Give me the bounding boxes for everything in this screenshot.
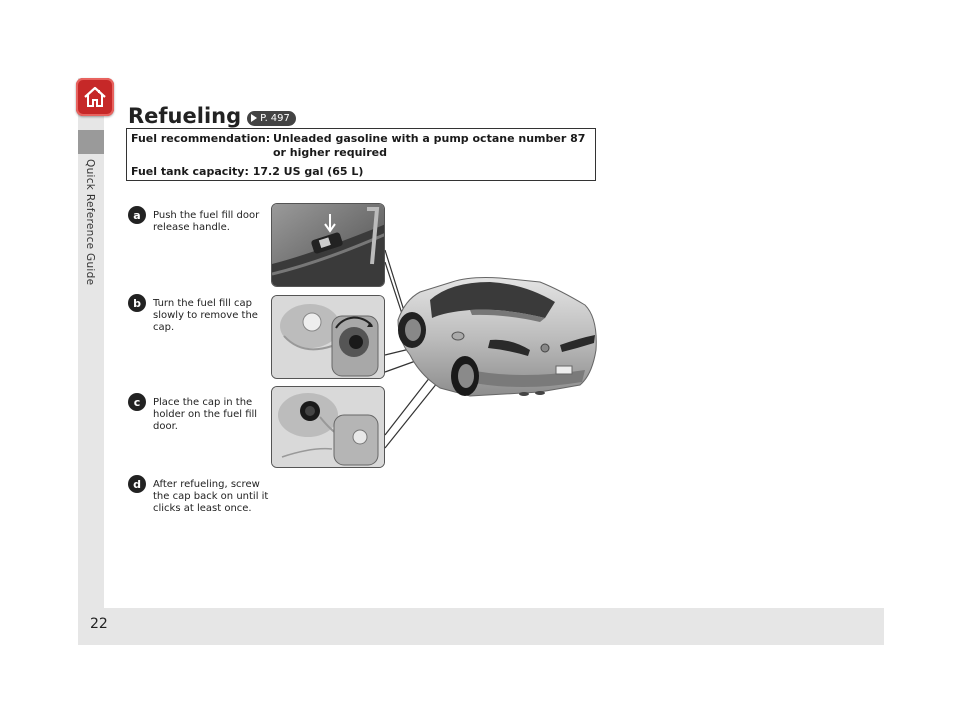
step-3-text: Place the cap in the holder on the fuel fill door.	[153, 397, 258, 432]
reference-prefix: P.	[260, 112, 268, 124]
release-handle-photo	[271, 203, 385, 287]
fuel-tank-capacity: Fuel tank capacity: 17.2 US gal (65 L)	[131, 165, 364, 178]
sidebar-section-label: Quick Reference Guide	[84, 159, 96, 286]
fuel-cap-remove-photo	[271, 295, 385, 379]
page-reference-link[interactable]	[247, 111, 296, 126]
fuel-spec-box	[126, 128, 596, 181]
fuel-recommendation-label: Fuel recommendation:	[131, 132, 271, 145]
step-4-text: After refueling, screw the cap back on until it clicks at least once.	[153, 479, 269, 514]
step-3-number: c	[128, 393, 146, 411]
step-1-number: a	[128, 206, 146, 224]
fuel-recommendation-value: Unleaded gasoline with a pump octane number 87 or higher required	[273, 132, 586, 159]
step-4	[128, 475, 271, 515]
page-title: Refueling	[128, 104, 242, 128]
step-4-number: d	[128, 475, 146, 493]
home-button[interactable]	[76, 78, 114, 116]
step-3	[128, 393, 271, 433]
section-tab	[78, 130, 104, 154]
step-2-number: b	[128, 294, 146, 312]
home-icon	[83, 86, 107, 108]
step-2-text: Turn the fuel fill cap slowly to remove the cap.	[153, 298, 258, 333]
page-heading	[128, 104, 296, 128]
fuel-cap-holder-photo	[271, 386, 385, 468]
reference-page-number: 497	[270, 112, 290, 124]
step-2	[128, 294, 271, 334]
step-1-text: Push the fuel fill door release handle.	[153, 210, 260, 233]
arrow-right-icon	[251, 114, 257, 122]
step-1	[128, 206, 271, 234]
page-number: 22	[90, 616, 108, 632]
